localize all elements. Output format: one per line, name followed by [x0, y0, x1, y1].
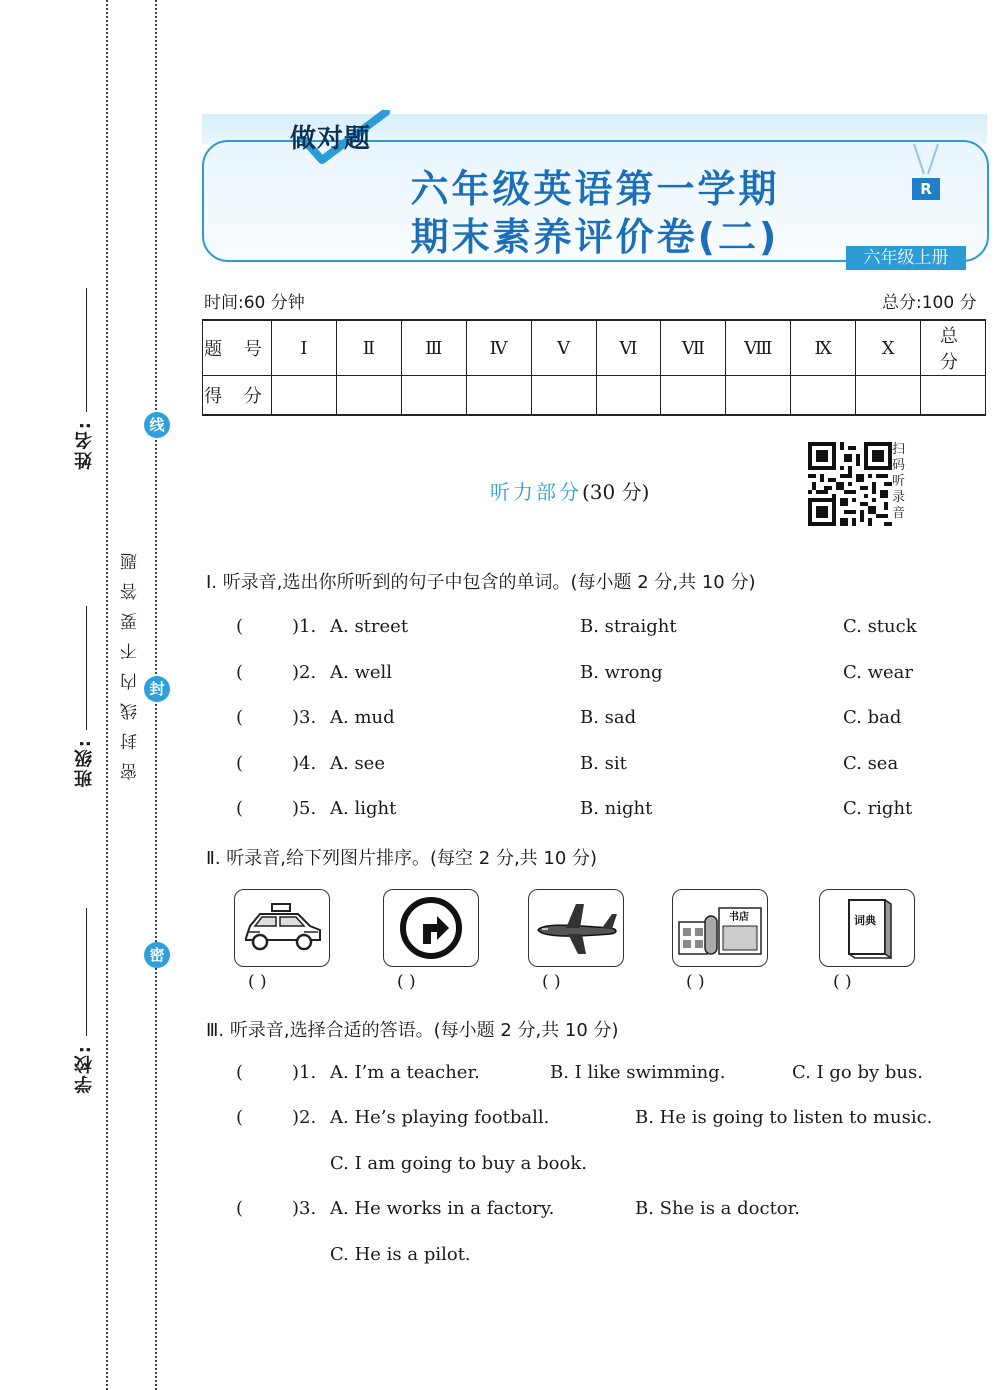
taxi-icon [240, 900, 324, 956]
row-label-question-number: 题 号 [203, 320, 272, 376]
picture-airplane [528, 889, 624, 967]
exam-time: 时间:60 分钟 [204, 293, 305, 313]
picture-answer-blank[interactable]: ( ) [542, 972, 561, 992]
question-number: )3. [292, 1198, 317, 1219]
question-number: )2. [292, 662, 317, 683]
option-a: A. mud [330, 707, 395, 728]
picture-taxi [234, 889, 330, 967]
binding-dotted-line-outer [106, 0, 108, 1390]
score-cell-total[interactable] [921, 376, 986, 416]
score-cell[interactable] [661, 376, 726, 416]
listening-heading [490, 476, 649, 505]
qr-code-icon[interactable] [808, 442, 892, 526]
section2-instruction: Ⅱ. 听录音,给下列图片排序。(每空 2 分,共 10 分) [206, 848, 598, 869]
col-header-total: 总 分 [921, 320, 986, 376]
section1-instruction: Ⅰ. 听录音,选出你所听到的句子中包含的单词。(每小题 2 分,共 10 分) [206, 572, 756, 593]
dictionary-cover-text: 词典 [854, 914, 876, 927]
picture-bookstore [672, 889, 768, 967]
option-a: A. see [330, 753, 385, 774]
answer-paren[interactable]: ( [236, 1198, 244, 1219]
option-a: A. light [330, 798, 397, 819]
ribbon-icon [910, 144, 942, 180]
grade-tab: 六年级上册 [846, 246, 966, 270]
option-c: C. wear [843, 662, 913, 683]
question-number: )2. [292, 1107, 317, 1128]
score-cell[interactable] [856, 376, 921, 416]
class-label: 班级: [74, 738, 95, 788]
brand-logo-text: 做对题 [290, 124, 372, 154]
picture-answer-blank[interactable]: ( ) [833, 972, 852, 992]
name-label: 姓名: [74, 420, 95, 470]
option-c: C. bad [843, 707, 902, 728]
airplane-icon [532, 900, 620, 956]
score-cell[interactable] [531, 376, 596, 416]
turn-right-sign-icon [399, 896, 463, 960]
option-b: B. He is going to listen to music. [635, 1107, 933, 1128]
score-table-header-row [203, 320, 986, 376]
option-c: C. I am going to buy a book. [330, 1153, 587, 1174]
exam-title-line2: 期末素养评价卷(二) [410, 215, 780, 259]
answer-paren[interactable]: ( [236, 662, 244, 683]
answer-paren[interactable]: ( [236, 1107, 244, 1128]
option-b: B. wrong [580, 662, 663, 683]
option-a: A. He works in a factory. [330, 1198, 555, 1219]
answer-paren[interactable]: ( [236, 616, 244, 637]
question-number: )3. [292, 707, 317, 728]
exam-title-line1: 六年级英语第一学期 [410, 167, 780, 211]
col-header: Ⅱ [336, 320, 401, 376]
col-header: Ⅲ [401, 320, 466, 376]
option-b: B. straight [580, 616, 677, 637]
col-header: Ⅹ [856, 320, 921, 376]
bookstore-sign-text: 书店 [729, 912, 749, 923]
score-cell[interactable] [791, 376, 856, 416]
row-label-score: 得 分 [203, 376, 272, 416]
class-write-line [86, 606, 87, 730]
listening-heading-text: 听力部分 [490, 480, 582, 504]
col-header: Ⅶ [661, 320, 726, 376]
option-a: A. I’m a teacher. [330, 1062, 480, 1083]
option-b: B. I like swimming. [550, 1062, 726, 1083]
option-b: B. She is a doctor. [635, 1198, 800, 1219]
option-a: A. street [330, 616, 409, 637]
question-number: )4. [292, 753, 317, 774]
score-cell[interactable] [401, 376, 466, 416]
col-header: Ⅸ [791, 320, 856, 376]
picture-answer-blank[interactable]: ( ) [248, 972, 267, 992]
name-write-line [86, 288, 87, 412]
section3-instruction: Ⅲ. 听录音,选择合适的答语。(每小题 2 分,共 10 分) [206, 1020, 619, 1041]
edition-badge: R [912, 178, 940, 200]
score-cell[interactable] [596, 376, 661, 416]
school-write-line [86, 908, 87, 1036]
option-b: B. night [580, 798, 653, 819]
option-b: B. sit [580, 753, 627, 774]
question-number: )5. [292, 798, 317, 819]
answer-paren[interactable]: ( [236, 1062, 244, 1083]
picture-answer-blank[interactable]: ( ) [686, 972, 705, 992]
option-b: B. sad [580, 707, 637, 728]
score-table-score-row [203, 376, 986, 416]
option-c: C. right [843, 798, 913, 819]
col-header: Ⅴ [531, 320, 596, 376]
answer-paren[interactable]: ( [236, 753, 244, 774]
seal-mark-secret: 密 [144, 942, 170, 968]
seal-mark-line: 线 [144, 412, 170, 438]
col-header: Ⅷ [726, 320, 791, 376]
option-c: C. I go by bus. [792, 1062, 923, 1083]
dictionary-icon [837, 894, 897, 962]
question-number: )1. [292, 1062, 317, 1083]
answer-paren[interactable]: ( [236, 798, 244, 819]
bookstore-icon [675, 896, 765, 960]
option-c: C. stuck [843, 616, 917, 637]
seal-mark-seal: 封 [144, 676, 170, 702]
answer-paren[interactable]: ( [236, 707, 244, 728]
picture-dictionary [819, 889, 915, 967]
seal-warning-text: 密封线内不要答题 [121, 540, 141, 780]
option-c: C. He is a pilot. [330, 1244, 471, 1265]
option-c: C. sea [843, 753, 899, 774]
score-cell[interactable] [336, 376, 401, 416]
picture-answer-blank[interactable]: ( ) [397, 972, 416, 992]
picture-turn-right [383, 889, 479, 967]
question-number: )1. [292, 616, 317, 637]
col-header: Ⅵ [596, 320, 661, 376]
col-header: Ⅳ [466, 320, 531, 376]
exam-total-score: 总分:100 分 [882, 293, 977, 313]
qr-caption: 扫码听录音 [892, 442, 906, 521]
score-cell[interactable] [272, 376, 337, 416]
col-header: Ⅰ [272, 320, 337, 376]
listening-points: (30 分) [582, 480, 650, 504]
score-cell[interactable] [466, 376, 531, 416]
school-label: 学校: [74, 1044, 95, 1094]
score-cell[interactable] [726, 376, 791, 416]
option-a: A. well [330, 662, 393, 683]
option-a: A. He’s playing football. [330, 1107, 550, 1128]
score-table [202, 319, 986, 416]
